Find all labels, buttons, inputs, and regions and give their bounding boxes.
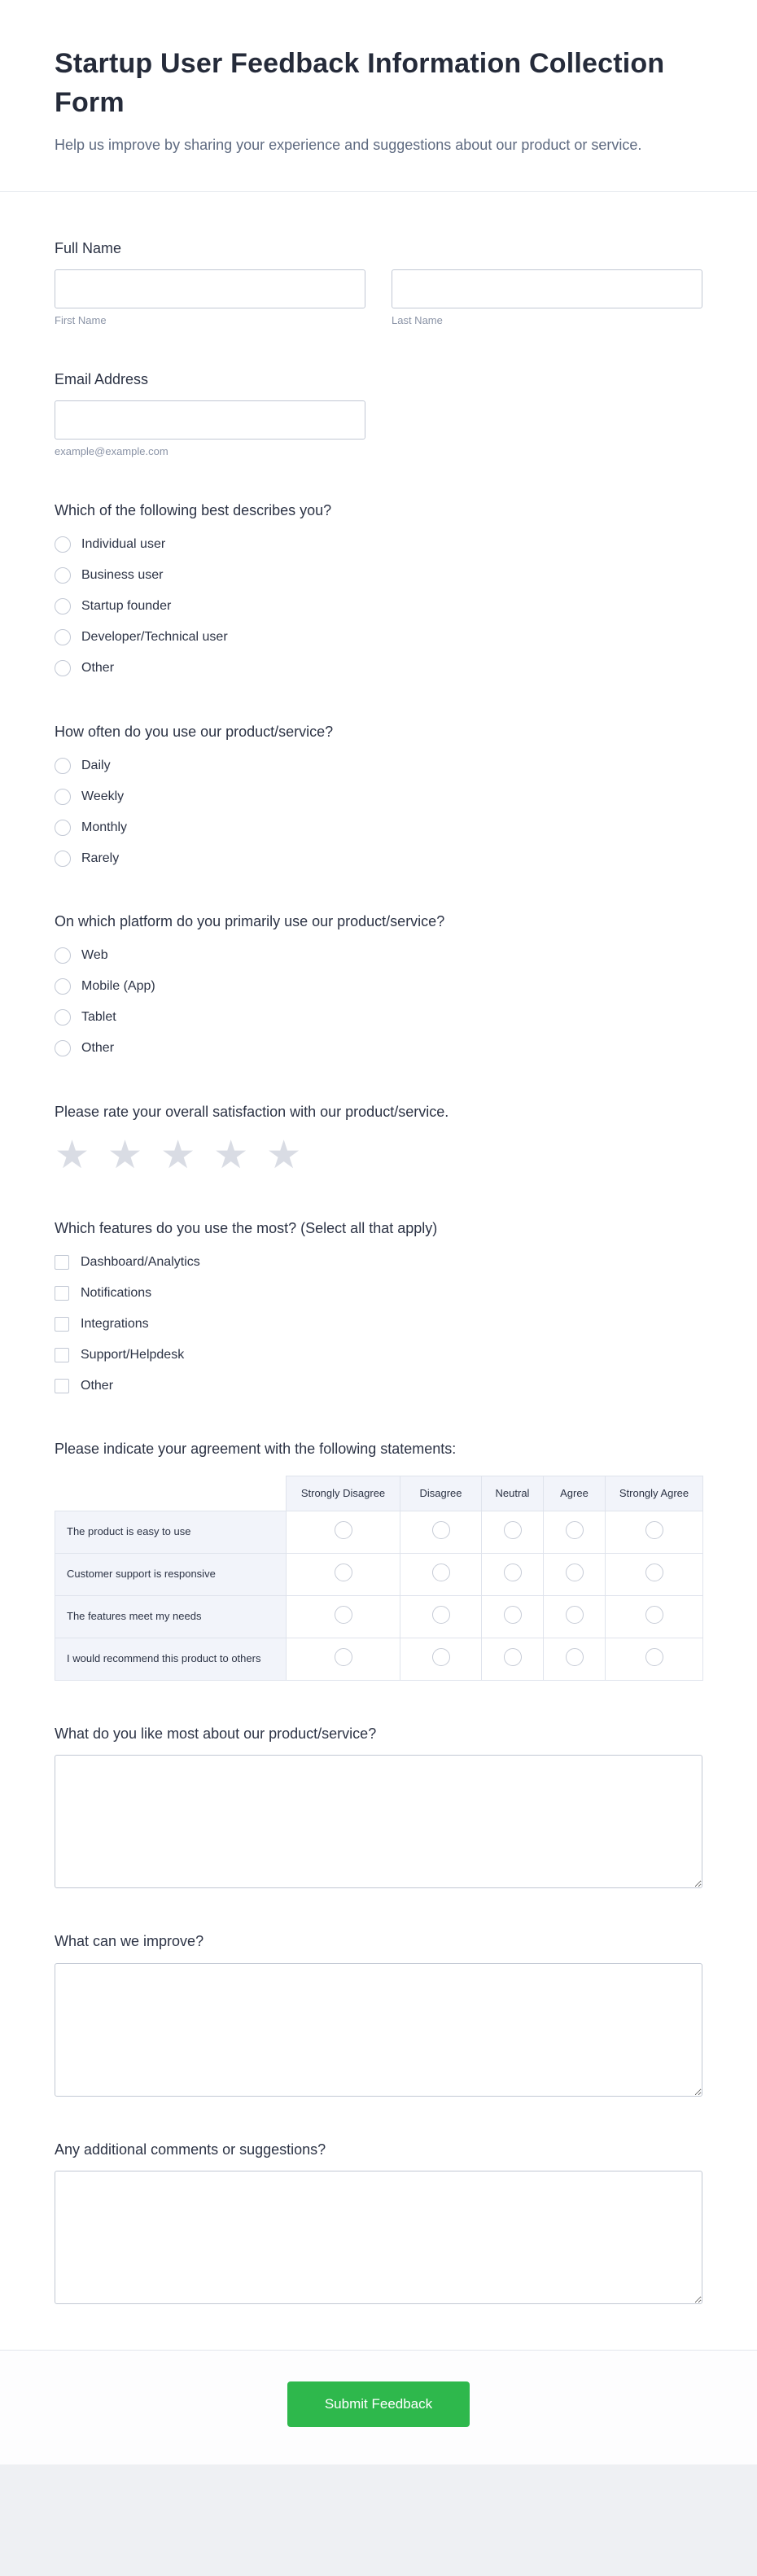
matrix-radio-icon[interactable] <box>566 1564 584 1581</box>
email-sublabel: example@example.com <box>55 445 168 458</box>
question-like-most <box>55 1725 702 1888</box>
email-label: Email Address <box>55 371 149 388</box>
option-label: Startup founder <box>81 599 172 614</box>
matrix-cell[interactable] <box>287 1511 400 1553</box>
question-agreement-matrix <box>55 1440 702 1681</box>
first-name-field <box>55 269 365 326</box>
like-most-textarea[interactable] <box>55 1755 702 1888</box>
option-label: Tablet <box>81 1010 116 1025</box>
star-icon[interactable]: ★ <box>213 1133 249 1177</box>
matrix-radio-icon[interactable] <box>432 1521 450 1539</box>
last-name-field <box>392 269 702 326</box>
matrix-cell[interactable] <box>400 1553 482 1595</box>
matrix-corner-cell <box>55 1476 287 1511</box>
agreement-matrix <box>55 1476 703 1681</box>
matrix-cell[interactable] <box>482 1638 544 1680</box>
option-label: Business user <box>81 568 164 583</box>
question-platform <box>55 912 702 1058</box>
star-icon[interactable]: ★ <box>55 1133 90 1177</box>
form-header <box>0 0 757 192</box>
matrix-radio-icon[interactable] <box>645 1521 663 1539</box>
satisfaction-label: Please rate your overall satisfaction with our product/service. <box>55 1103 449 1120</box>
radio-icon[interactable] <box>55 598 71 614</box>
matrix-cell[interactable] <box>606 1511 703 1553</box>
matrix-radio-icon[interactable] <box>645 1606 663 1624</box>
matrix-radio-icon[interactable] <box>504 1606 522 1624</box>
option-label: Weekly <box>81 789 125 803</box>
radio-icon[interactable] <box>55 660 71 676</box>
radio-option[interactable] <box>55 1039 702 1059</box>
radio-option[interactable] <box>55 628 702 648</box>
checkbox-icon[interactable] <box>55 1317 69 1332</box>
matrix-column-header: Disagree <box>400 1476 482 1511</box>
radio-option[interactable] <box>55 658 702 679</box>
platform-label: On which platform do you primarily use our product/service? <box>55 913 445 930</box>
matrix-row <box>55 1638 703 1680</box>
option-label: Other <box>81 1378 114 1393</box>
option-label: Notifications <box>81 1285 152 1300</box>
matrix-cell[interactable] <box>544 1595 606 1638</box>
radio-option[interactable] <box>55 535 702 555</box>
matrix-radio-icon[interactable] <box>504 1521 522 1539</box>
matrix-radio-icon[interactable] <box>504 1648 522 1666</box>
radio-icon[interactable] <box>55 758 71 774</box>
radio-option[interactable] <box>55 597 702 617</box>
matrix-cell[interactable] <box>287 1553 400 1595</box>
question-describes-you <box>55 501 702 678</box>
first-name-input[interactable] <box>55 269 365 308</box>
matrix-cell[interactable] <box>287 1638 400 1680</box>
question-frequency <box>55 723 702 868</box>
radio-icon[interactable] <box>55 536 71 553</box>
describes-you-label: Which of the following best describes you? <box>55 502 332 519</box>
matrix-cell[interactable] <box>482 1553 544 1595</box>
checkbox-option[interactable] <box>55 1314 702 1334</box>
radio-icon[interactable] <box>55 789 71 805</box>
matrix-radio-icon[interactable] <box>432 1564 450 1581</box>
matrix-column-header: Agree <box>544 1476 606 1511</box>
like-most-label: What do you like most about our product/service? <box>55 1725 377 1742</box>
checkbox-icon[interactable] <box>55 1379 69 1393</box>
matrix-radio-icon[interactable] <box>566 1648 584 1666</box>
radio-icon[interactable] <box>55 820 71 836</box>
option-label: Daily <box>81 758 111 772</box>
matrix-cell[interactable] <box>606 1638 703 1680</box>
matrix-row <box>55 1553 703 1595</box>
question-satisfaction <box>55 1103 702 1175</box>
question-features <box>55 1219 702 1396</box>
checkbox-option[interactable] <box>55 1283 702 1303</box>
option-label: Web <box>81 948 108 963</box>
radio-option[interactable] <box>55 977 702 997</box>
matrix-radio-icon[interactable] <box>432 1648 450 1666</box>
matrix-radio-icon[interactable] <box>645 1648 663 1666</box>
matrix-radio-icon[interactable] <box>432 1606 450 1624</box>
last-name-input[interactable] <box>392 269 702 308</box>
matrix-radio-icon[interactable] <box>566 1521 584 1539</box>
email-input[interactable] <box>55 400 365 440</box>
comments-label: Any additional comments or suggestions? <box>55 2141 326 2158</box>
radio-option[interactable] <box>55 848 702 868</box>
option-label: Dashboard/Analytics <box>81 1254 200 1269</box>
checkbox-icon[interactable] <box>55 1255 69 1270</box>
matrix-radio-icon[interactable] <box>335 1521 352 1539</box>
matrix-cell[interactable] <box>606 1553 703 1595</box>
features-label: Which features do you use the most? (Select all that apply) <box>55 1219 438 1236</box>
question-full-name <box>55 239 702 326</box>
form-body <box>0 192 757 2350</box>
last-name-sublabel: Last Name <box>392 314 443 327</box>
star-rating <box>55 1133 702 1177</box>
matrix-cell[interactable] <box>482 1595 544 1638</box>
option-label: Rarely <box>81 851 120 865</box>
radio-option[interactable] <box>55 566 702 586</box>
form-subtitle: Help us improve by sharing your experience and suggestions about our product or service. <box>55 136 642 153</box>
email-field <box>55 400 365 457</box>
radio-option[interactable] <box>55 1008 702 1028</box>
radio-option[interactable] <box>55 755 702 776</box>
star-icon[interactable]: ★ <box>160 1133 196 1177</box>
agreement-matrix-label: Please indicate your agreement with the following statements: <box>55 1441 457 1458</box>
matrix-row <box>55 1595 703 1638</box>
matrix-cell[interactable] <box>544 1638 606 1680</box>
radio-option[interactable] <box>55 817 702 838</box>
matrix-column-header: Strongly Disagree <box>287 1476 400 1511</box>
question-comments <box>55 2141 702 2304</box>
matrix-row-label: The product is easy to use <box>55 1511 287 1553</box>
option-label: Monthly <box>81 820 128 834</box>
radio-icon[interactable] <box>55 1009 71 1026</box>
radio-icon[interactable] <box>55 1040 71 1056</box>
matrix-cell[interactable] <box>400 1595 482 1638</box>
full-name-label: Full Name <box>55 239 122 256</box>
matrix-radio-icon[interactable] <box>335 1606 352 1624</box>
star-icon[interactable]: ★ <box>266 1133 302 1177</box>
matrix-column-header: Neutral <box>482 1476 544 1511</box>
matrix-radio-icon[interactable] <box>566 1606 584 1624</box>
option-label: Support/Helpdesk <box>81 1347 185 1362</box>
radio-icon[interactable] <box>55 567 71 584</box>
option-label: Other <box>81 1041 115 1056</box>
radio-icon[interactable] <box>55 851 71 867</box>
matrix-cell[interactable] <box>606 1595 703 1638</box>
submit-bar <box>0 2350 757 2464</box>
matrix-column-header: Strongly Agree <box>606 1476 703 1511</box>
submit-button[interactable]: Submit Feedback <box>287 2381 470 2427</box>
matrix-row-label: The features meet my needs <box>55 1595 287 1638</box>
matrix-radio-icon[interactable] <box>335 1648 352 1666</box>
matrix-radio-icon[interactable] <box>335 1564 352 1581</box>
matrix-cell[interactable] <box>400 1638 482 1680</box>
matrix-cell[interactable] <box>544 1511 606 1553</box>
matrix-radio-icon[interactable] <box>504 1564 522 1581</box>
matrix-radio-icon[interactable] <box>645 1564 663 1581</box>
matrix-cell[interactable] <box>287 1595 400 1638</box>
radio-icon[interactable] <box>55 978 71 995</box>
option-label: Individual user <box>81 537 166 552</box>
checkbox-icon[interactable] <box>55 1348 69 1362</box>
matrix-cell[interactable] <box>544 1553 606 1595</box>
star-icon[interactable]: ★ <box>107 1133 143 1177</box>
option-label: Integrations <box>81 1316 149 1331</box>
question-email <box>55 370 702 457</box>
improve-label: What can we improve? <box>55 1933 204 1950</box>
matrix-cell[interactable] <box>482 1511 544 1553</box>
option-label: Mobile (App) <box>81 979 155 994</box>
improve-textarea[interactable] <box>55 1963 702 2097</box>
option-label: Other <box>81 661 115 676</box>
matrix-row <box>55 1511 703 1553</box>
matrix-row-label: I would recommend this product to others <box>55 1638 287 1680</box>
first-name-sublabel: First Name <box>55 314 107 327</box>
checkbox-option[interactable] <box>55 1252 702 1272</box>
option-label: Developer/Technical user <box>81 630 228 645</box>
radio-icon[interactable] <box>55 947 71 964</box>
comments-textarea[interactable] <box>55 2171 702 2304</box>
checkbox-option[interactable] <box>55 1345 702 1365</box>
radio-icon[interactable] <box>55 629 71 645</box>
matrix-row-label: Customer support is responsive <box>55 1553 287 1595</box>
form-title: Startup User Feedback Information Collection Form <box>55 48 665 119</box>
radio-option[interactable] <box>55 786 702 807</box>
frequency-label: How often do you use our product/service? <box>55 723 334 740</box>
question-improve <box>55 1932 702 2096</box>
radio-option[interactable] <box>55 946 702 966</box>
checkbox-option[interactable] <box>55 1375 702 1396</box>
checkbox-icon[interactable] <box>55 1286 69 1301</box>
matrix-cell[interactable] <box>400 1511 482 1553</box>
